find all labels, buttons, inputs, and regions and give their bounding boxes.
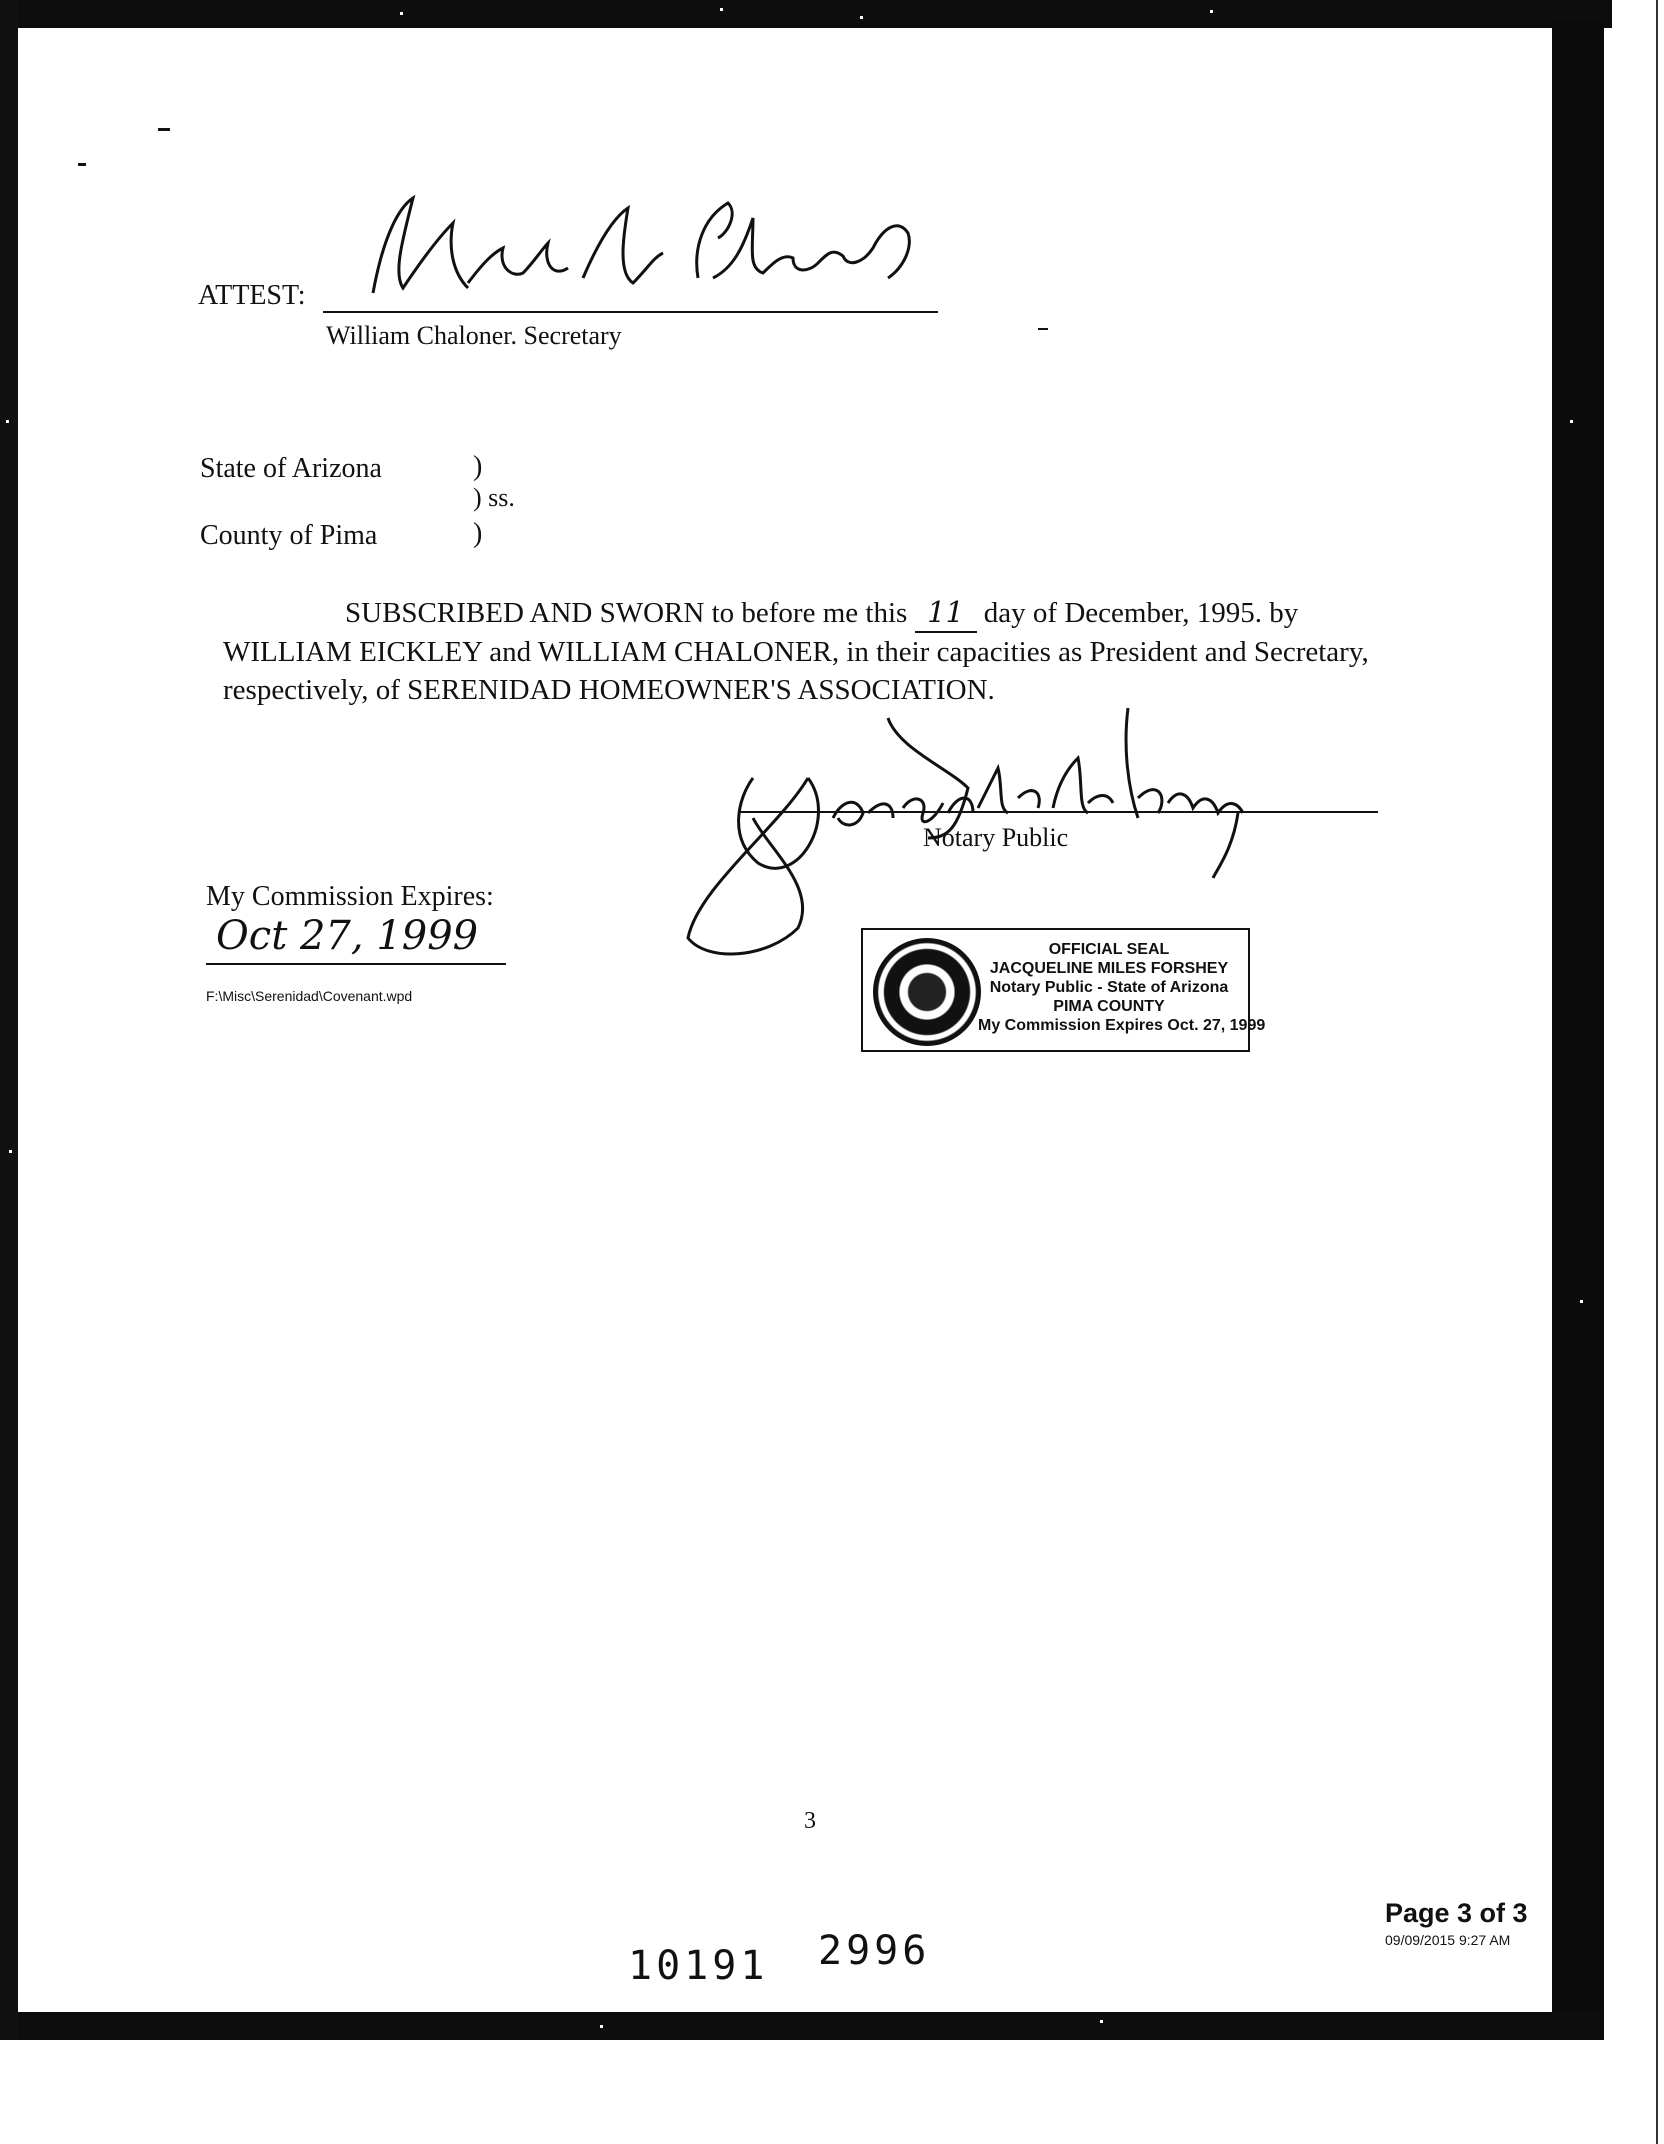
page-indicator: Page 3 of 3 (1385, 1898, 1528, 1928)
scan-speck (600, 2025, 603, 2028)
oath-line1-pre: SUBSCRIBED AND SWORN to before me this (345, 597, 908, 629)
scan-speck (9, 1150, 12, 1153)
scan-speck (860, 16, 863, 19)
seal-line: Notary Public - State of Arizona (989, 979, 1229, 996)
scan-speck (1100, 2020, 1103, 2023)
scan-speck (1580, 1300, 1583, 1303)
oath-line2: WILLIAM EICKLEY and WILLIAM CHALONER, in their capacities as President and Secretary, (223, 636, 1369, 668)
footer-mark: 3 (804, 1808, 816, 1834)
scan-border-left (0, 0, 18, 2040)
docket-page: 2996 (818, 1928, 931, 1974)
scan-border-top (0, 0, 1612, 28)
commission-label: My Commission Expires: (206, 881, 494, 912)
oath-line1-post: day of December, 1995. by (983, 597, 1299, 629)
recorded-timestamp: 09/09/2015 9:27 AM (1385, 1932, 1511, 1948)
stray-mark (158, 128, 170, 131)
scan-speck (400, 12, 403, 15)
stray-mark (78, 163, 86, 166)
venue-paren-top: ) (473, 451, 483, 482)
scan-speck (1570, 420, 1573, 423)
seal-line: PIMA COUNTY (1053, 998, 1165, 1015)
file-reference: F:\Misc\Serenidad\Covenant.wpd (206, 988, 413, 1004)
seal-line: JACQUELINE MILES FORSHEY (989, 960, 1229, 977)
seal-line: OFFICIAL SEAL (1048, 941, 1170, 958)
scan-speck (6, 420, 9, 423)
venue-ss: ) ss. (473, 483, 515, 512)
notary-signature-line (740, 811, 1378, 813)
notary-title: Notary Public (923, 823, 1069, 852)
state-seal-emblem (873, 938, 981, 1046)
official-notary-seal (861, 928, 1266, 1052)
attest-label: ATTEST: (198, 280, 306, 311)
docket-number: 10191 (628, 1943, 769, 1989)
oath-day: 11 (915, 593, 977, 633)
venue-paren-bottom: ) (473, 518, 483, 549)
scan-edge-line (1656, 0, 1658, 2144)
scan-border-right (1552, 20, 1604, 2040)
venue-county: County of Pima (200, 520, 378, 551)
scan-speck (1210, 10, 1213, 13)
commission-date-line (206, 963, 506, 965)
scan-border-bottom (18, 2012, 1604, 2040)
venue-state: State of Arizona (200, 453, 382, 484)
stray-mark (1038, 328, 1048, 330)
commission-date: Oct 27, 1999 (216, 913, 479, 959)
document-page (18, 28, 1552, 2012)
attest-signature-line (323, 311, 938, 313)
seal-line: My Commission Expires Oct. 27, 1999 (978, 1017, 1266, 1034)
secretary-signature (343, 178, 923, 318)
scan-speck (720, 8, 723, 11)
attest-signer-name: William Chaloner. Secretary (326, 321, 622, 350)
oath-line3: respectively, of SERENIDAD HOMEOWNER'S ASSOCIATION. (223, 674, 995, 706)
